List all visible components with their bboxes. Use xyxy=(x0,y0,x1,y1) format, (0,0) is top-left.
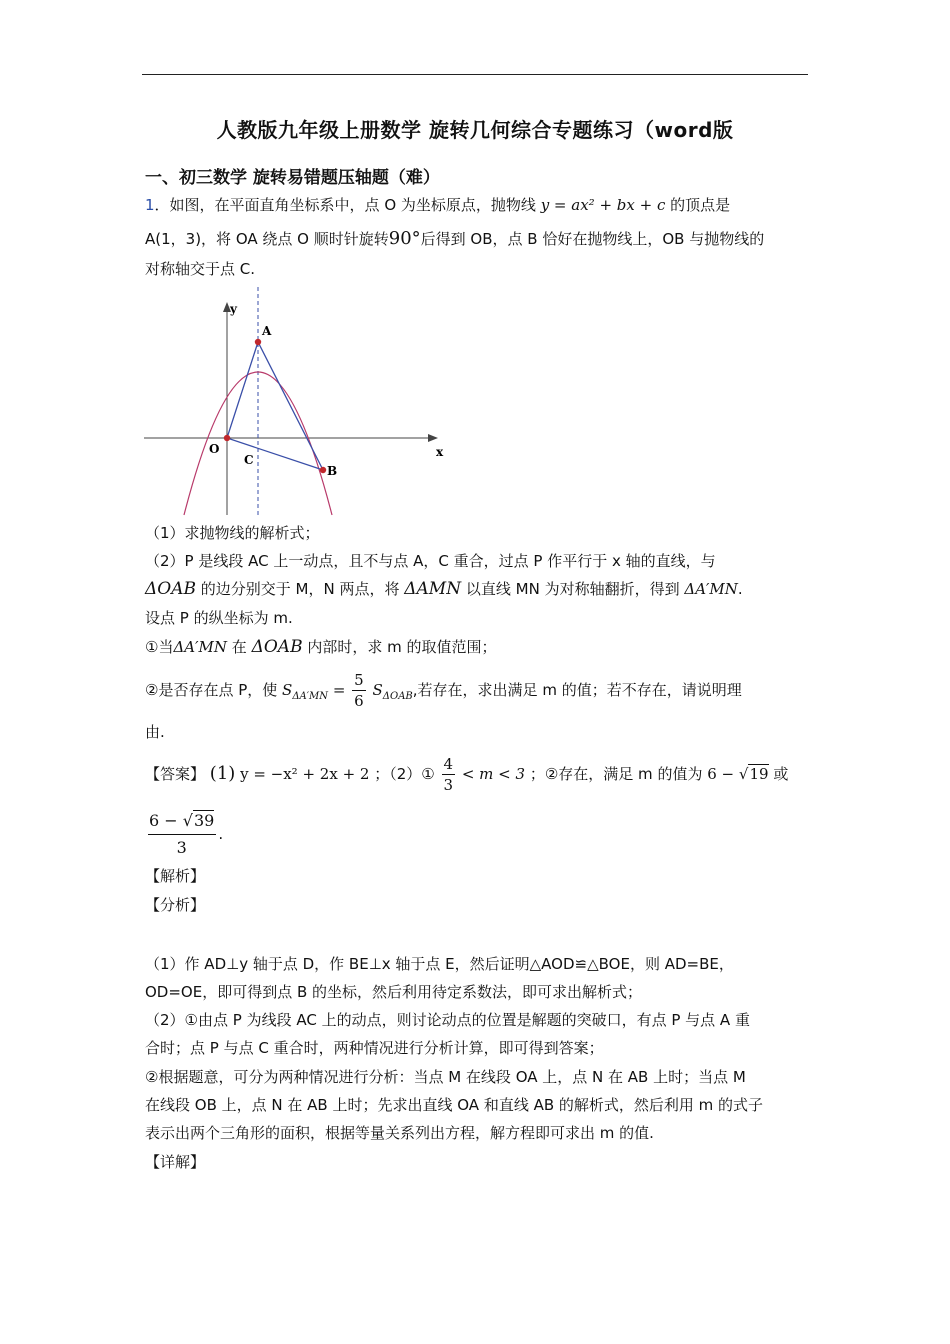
answer-value-1: 6 − √19 xyxy=(707,765,769,783)
area-s1: $S_{\Delta A'MN}$ xyxy=(282,681,329,702)
label-x: x xyxy=(436,445,444,459)
problem-line-1 xyxy=(145,194,730,216)
equals-sign: = xyxy=(332,681,346,699)
point-o xyxy=(224,435,230,441)
answer-end: . xyxy=(218,825,224,843)
fraction-four-thirds: $\frac{4}{3}$ xyxy=(443,755,454,794)
problem-line2-a: A(1，3)，将 OA 绕点 O 顺时针旋转 xyxy=(145,230,389,248)
problem-intro-b: 的顶点是 xyxy=(670,196,731,214)
label-y: y xyxy=(230,302,237,316)
triangle-amn-text: ΔAMN xyxy=(404,579,462,599)
analysis-p1-line-1: （1）作 AD⊥y 轴于点 D，作 BE⊥x 轴于点 E，然后证明△AOD≌△BOE，则 AD=BE， xyxy=(145,955,734,973)
analysis-label: 【解析】 xyxy=(145,867,206,885)
section-heading: 一、初三数学 旋转易错题压轴题（难） xyxy=(145,168,440,188)
label-o: O xyxy=(209,442,220,456)
question-1: （1）求抛物线的解析式； xyxy=(145,524,320,542)
sub1-triangle-1: ΔA′MN xyxy=(173,638,228,656)
point-a xyxy=(255,339,261,345)
answer-line-2 xyxy=(145,808,223,861)
question-2-d: . xyxy=(737,580,743,598)
sub1-b: 在 xyxy=(231,638,247,656)
question-2-line-2 xyxy=(145,578,743,600)
rotation-angle: 90° xyxy=(388,228,421,249)
question-2-line-3: 设点 P 的纵坐标为 m. xyxy=(145,609,293,627)
answer-label: 【答案】 xyxy=(145,765,206,783)
sub1-c: 内部时，求 m 的取值范围； xyxy=(307,638,497,656)
answer-line-1 xyxy=(145,752,788,796)
problem-line-2 xyxy=(145,228,764,250)
answer-value-2: $\frac{6 - √39}{3}$ xyxy=(147,808,216,861)
area-s2: $S_{\Delta OAB}$ xyxy=(372,681,413,702)
triangle-amn-prime-text: ΔA′MN xyxy=(684,580,738,598)
question-2-b: 的边分别交于 M，N 两点，将 xyxy=(200,580,400,598)
sub1-a: ①当 xyxy=(145,638,174,656)
detail-label: 【详解】 xyxy=(145,1153,206,1171)
answer-sep-2: ；②存在，满足 m 的值为 xyxy=(529,765,703,783)
answer-range: < m < 3 xyxy=(461,765,526,783)
sub-question-1 xyxy=(145,636,497,658)
problem-line2-b: 后得到 OB，点 B 恰好在抛物线上，OB 与抛物线的 xyxy=(420,230,765,248)
analysis-p3-line-3: 表示出两个三角形的面积，根据等量关系列出方程，解方程即可求出 m 的值. xyxy=(145,1124,654,1142)
analysis-p3-line-1: ②根据题意，可分为两种情况进行分析：当点 M 在线段 OA 上，点 N 在 AB 上时；当点 M xyxy=(145,1068,746,1086)
problem-number: 1 xyxy=(145,196,155,214)
answer-part-1-number: (1) xyxy=(209,763,236,784)
label-c: C xyxy=(244,453,254,467)
answer-sep-1: ；（2）① xyxy=(374,765,435,783)
triangle-oab xyxy=(227,342,323,470)
analysis-p3-line-2: 在线段 OB 上，点 N 在 AB 上时；先求出直线 OA 和直线 AB 的解析式，然后利用 m 的式子 xyxy=(145,1096,764,1114)
problem-line-3: 对称轴交于点 C. xyxy=(145,260,256,278)
sub-question-2 xyxy=(145,668,742,719)
sub2-a: ②是否存在点 P，使 xyxy=(145,681,278,699)
analysis-p2-line-2: 合时；点 P 与点 C 重合时，两种情况进行分析计算，即可得到答案； xyxy=(145,1039,604,1057)
analysis-p1-line-2: OD=OE，即可得到点 B 的坐标，然后利用待定系数法，即可求出解析式； xyxy=(145,983,643,1001)
sub-question-2-line-2: 由. xyxy=(145,723,165,741)
problem-intro-a: ．如图，在平面直角坐标系中，点 O 为坐标原点，抛物线 xyxy=(154,196,536,214)
fraction-five-sixths: $\frac{5}{6}$ xyxy=(354,671,364,710)
point-b xyxy=(320,467,326,473)
parabola-formula: y = ax² + bx + c xyxy=(540,196,666,214)
question-2-line-1: （2）P 是线段 AC 上一动点，且不与点 A，C 重合，过点 P 作平行于 x 轴的直线，与 xyxy=(145,552,716,570)
coordinate-figure xyxy=(142,285,452,517)
question-2-c: 以直线 MN 为对称轴翻折，得到 xyxy=(465,580,680,598)
sub1-triangle-2: ΔOAB xyxy=(251,637,303,657)
label-a: A xyxy=(262,324,272,338)
answer-parabola: y = −x² + 2x + 2 xyxy=(240,765,370,783)
sub2-b: ,若存在，求出满足 m 的值；若不存在，请说明理 xyxy=(412,681,742,699)
analysis-sub-label: 【分析】 xyxy=(145,896,206,914)
top-rule xyxy=(142,74,808,75)
triangle-oab-text: ΔOAB xyxy=(145,579,196,599)
x-axis-arrow xyxy=(428,434,438,442)
label-b: B xyxy=(327,464,338,478)
page-title: 人教版九年级上册数学 旋转几何综合专题练习（word版 xyxy=(216,118,734,142)
answer-or: 或 xyxy=(773,765,789,783)
analysis-p2-line-1: （2）①由点 P 为线段 AC 上的动点，则讨论动点的位置是解题的突破口，有点 P 与点 A 重 xyxy=(145,1011,750,1029)
